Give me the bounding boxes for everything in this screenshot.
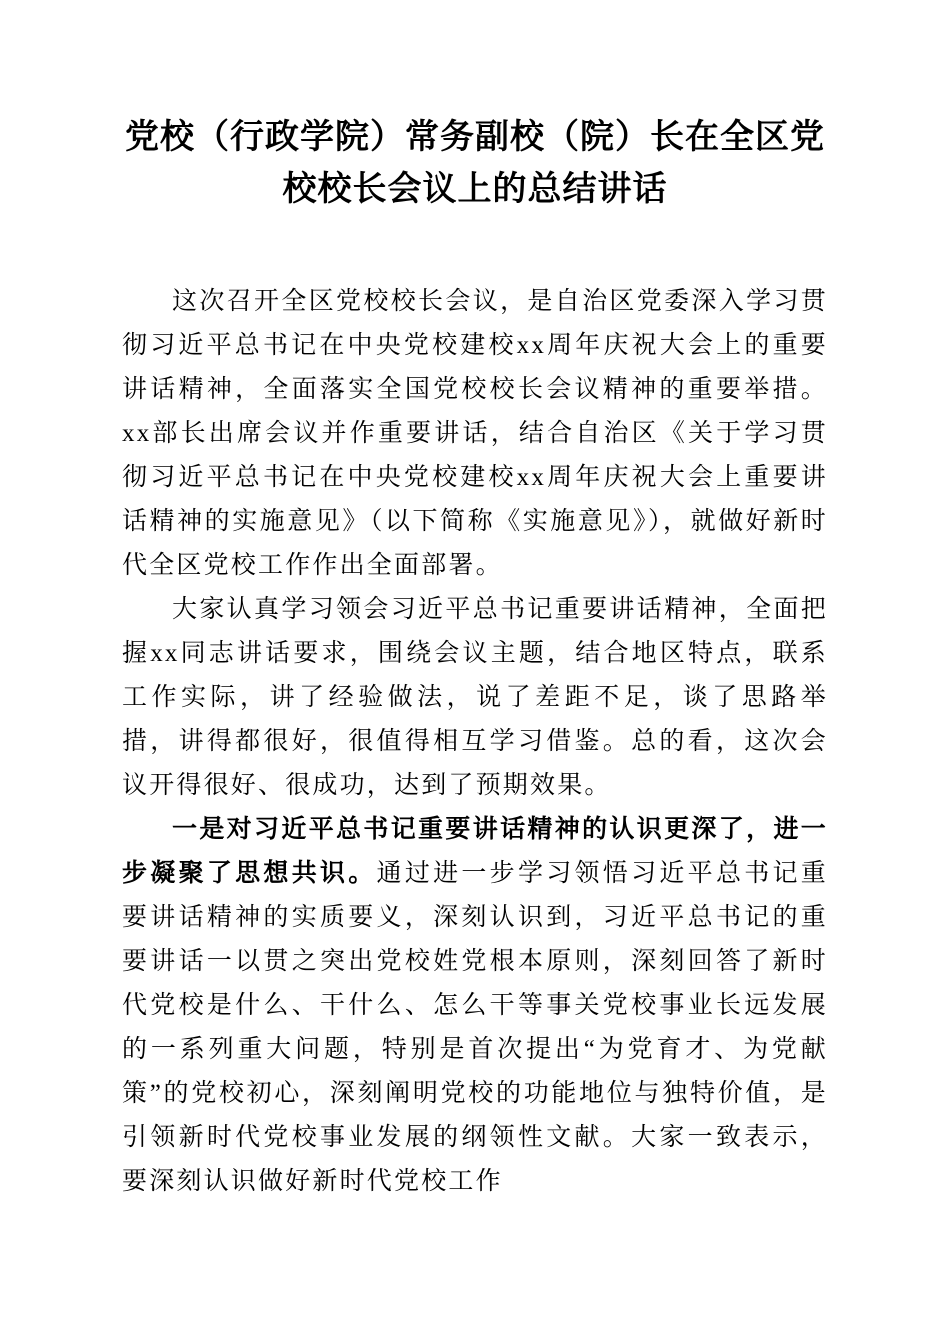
paragraph-3-bold-lead: 一是对习近平总书记重要讲话精神的认识更深了，进一步凝聚了思想共识。 <box>122 816 828 887</box>
paragraph-2: 大家认真学习领会习近平总书记重要讲话精神，全面把握xx同志讲话要求，围绕会议主题，结合地区特点，联系工作实际，讲了经验做法，说了差距不足，谈了思路举措，讲得都很好，很值得相互学习借鉴。总的看，这次会议开得很好、很成功，达到了预期效果。 <box>122 596 828 799</box>
document-title: 党校（行政学院）常务副校（院）长在全区党校校长会议上的总结讲话 <box>125 119 825 208</box>
document-body <box>122 280 828 1204</box>
paragraph-1: 这次召开全区党校校长会议，是自治区党委深入学习贯彻习近平总书记在中央党校建校xx周年庆祝大会上的重要讲话精神，全面落实全国党校校长会议精神的重要举措。xx部长出席会议并作重要讲话，结合自治区《关于学习贯彻习近平总书记在中央党校建校xx周年庆祝大会上重要讲话精神的实施意见》（以下简称《实施意见》），就做好新时代全区党校工作作出全面部署。 <box>122 288 828 579</box>
paragraph-3-text: 通过进一步学习领悟习近平总书记重要讲话精神的实质要义，深刻认识到，习近平总书记的重要讲话一以贯之突出党校姓党根本原则，深刻回答了新时代党校是什么、干什么、怎么干等事关党校事业长远发展的一系列重大问题，特别是首次提出“为党育才、为党献策”的党校初心，深刻阐明党校的功能地位与独特价值，是引领新时代党校事业发展的纲领性文献。大家一致表示，要深刻认识做好新时代党校工作 <box>122 860 828 1195</box>
paragraph-3 <box>122 808 828 1204</box>
